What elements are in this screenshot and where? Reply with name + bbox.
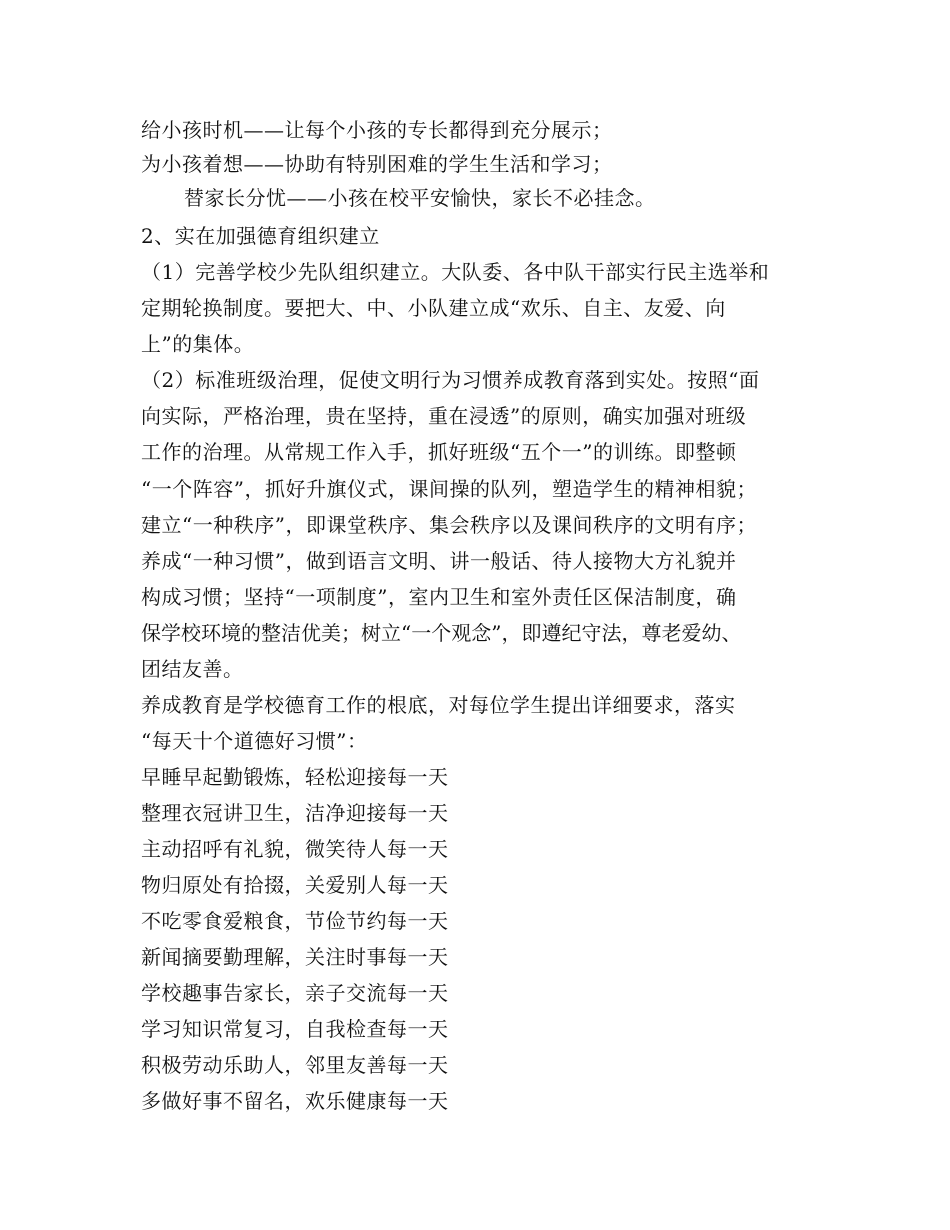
text-line: 构成习惯；坚持“一项制度”，室内卫生和室外责任区保洁制度，确 [141,585,737,609]
list-item: 不吃零食爱粮食，节俭节约每一天 [141,909,449,933]
list-item: 新闻摘要勤理解，关注时事每一天 [141,945,449,969]
list-item: 整理衣冠讲卫生，洁净迎接每一天 [141,801,449,825]
text-line: 向实际，严格治理，贵在坚持，重在浸透”的原则，确实加强对班级 [141,404,747,428]
text-line: 团结友善。 [141,657,244,681]
list-item: 主动招呼有礼貌，微笑待人每一天 [141,837,449,861]
section-heading: 2、实在加强德育组织建立 [141,224,380,248]
text-line: 养成教育是学校德育工作的根底，对每位学生提出详细要求，落实 [141,693,736,717]
list-item: 学习知识常复习，自我检查每一天 [141,1017,449,1041]
text-line: “一个阵容”，抓好升旗仪式，课间操的队列，塑造学生的精神相貌； [141,477,757,501]
list-item: 学校趣事告家长，亲子交流每一天 [141,981,449,1005]
text-line: 定期轮换制度。要把大、中、小队建立成“欢乐、自主、友爱、向 [141,296,726,320]
text-line: 为小孩着想——协助有特别困难的学生生活和学习； [141,152,613,176]
text-line: 给小孩时机——让每个小孩的专长都得到充分展示； [141,118,613,142]
list-item: 多做好事不留名，欢乐健康每一天 [141,1089,449,1113]
text-line: 建立“一种秩序”，即课堂秩序、集会秩序以及课间秩序的文明有序； [141,513,757,537]
text-line: （2）标准班级治理，促使文明行为习惯养成教育落到实处。按照“面 [141,368,760,392]
text-line: 替家长分忧——小孩在校平安愉快，家长不必挂念。 [184,186,656,210]
text-line: 上”的集体。 [141,332,255,356]
list-item: 物归原处有拾掇，关爱别人每一天 [141,873,449,897]
text-line: （1）完善学校少先队组织建立。大队委、各中队干部实行民主选举和 [141,260,770,284]
text-line: “每天十个道德好习惯”： [141,729,368,753]
text-line: 保学校环境的整洁优美；树立“一个观念”，即遵纪守法，尊老爱幼、 [141,621,742,645]
list-item: 早睡早起勤锻炼，轻松迎接每一天 [141,765,449,789]
list-item: 积极劳动乐助人，邻里友善每一天 [141,1053,449,1077]
text-line: 养成“一种习惯”，做到语言文明、讲一般话、待人接物大方礼貌并 [141,549,737,573]
text-line: 工作的治理。从常规工作入手，抓好班级“五个一”的训练。即整顿 [141,440,737,464]
